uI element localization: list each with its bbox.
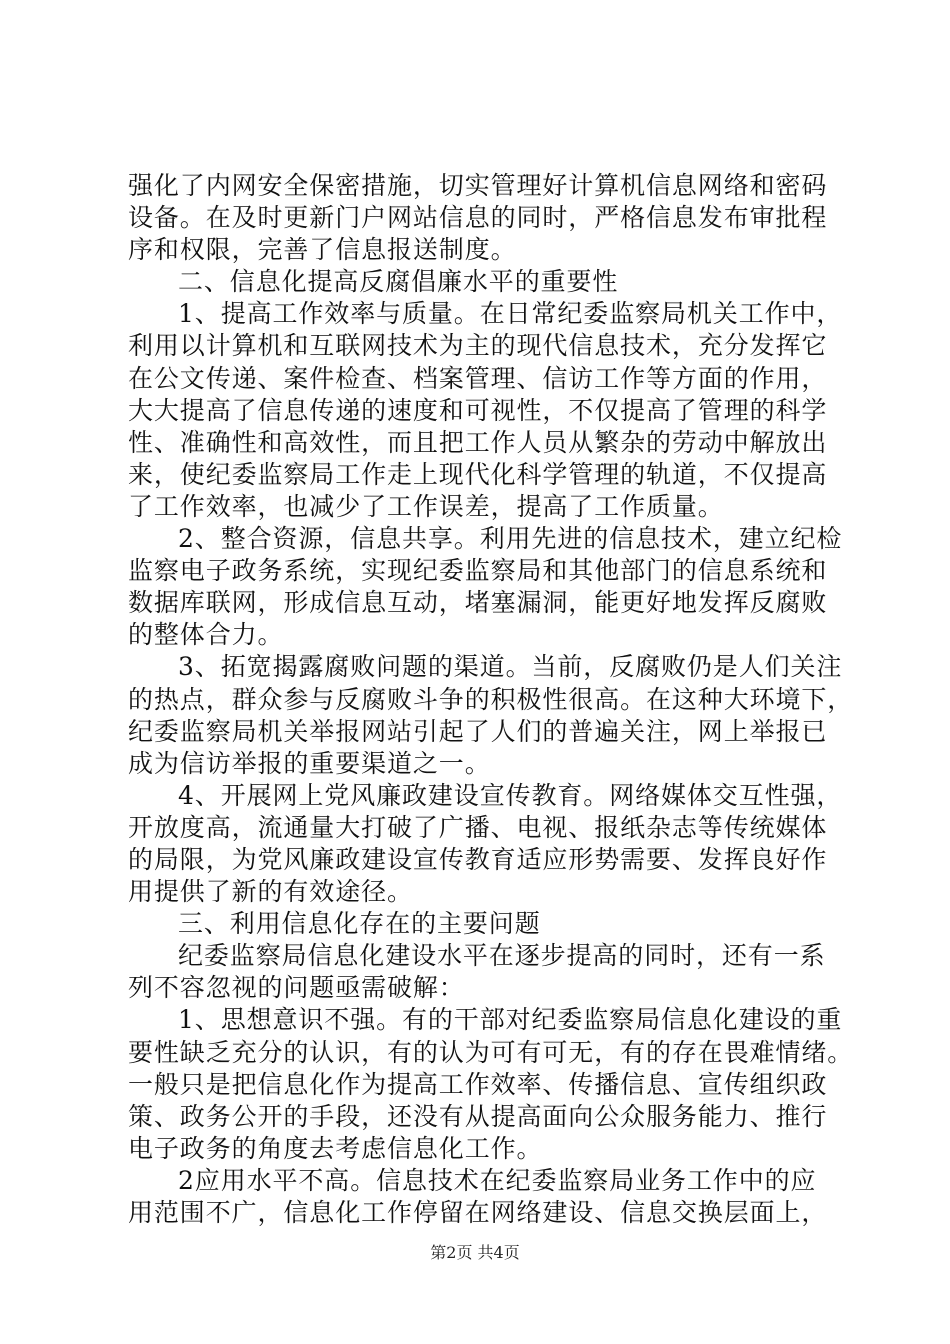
page-footer: 第2页 共4页: [430, 1243, 520, 1262]
paragraph-line: 电子政务的角度去考虑信息化工作。: [128, 1133, 543, 1163]
paragraph-first-line: 2、整合资源，信息共享。利用先进的信息技术，建立纪检: [178, 524, 843, 554]
paragraph-line: 的整体合力。: [128, 620, 284, 650]
paragraph-line: 利用以计算机和互联网技术为主的现代信息技术，充分发挥它: [128, 331, 828, 361]
paragraph-line: 在公文传递、案件检查、档案管理、信访工作等方面的作用，: [128, 363, 828, 393]
document-body: [128, 170, 854, 1229]
paragraph-first-line: 纪委监察局信息化建设水平在逐步提高的同时，还有一系: [178, 941, 826, 971]
paragraph-line: 用范围不广，信息化工作停留在网络建设、信息交换层面上，: [128, 1198, 828, 1227]
paragraph-line: 性、准确性和高效性，而且把工作人员从繁杂的劳动中解放出: [128, 427, 828, 457]
paragraph-first-line: 二、信息化提高反腐倡廉水平的重要性: [178, 267, 619, 297]
paragraph-line: 策、政务公开的手段，还没有从提高面向公众服务能力、推行: [128, 1101, 828, 1131]
paragraph-line: 监察电子政务系统，实现纪委监察局和其他部门的信息系统和: [128, 556, 828, 586]
paragraph-first-line: 三、利用信息化存在的主要问题: [178, 909, 541, 939]
paragraph-line: 开放度高，流通量大打破了广播、电视、报纸杂志等传统媒体: [128, 812, 828, 842]
paragraph-line: 一般只是把信息化作为提高工作效率、传播信息、宣传组织政: [128, 1069, 828, 1099]
paragraph-first-line: 1、思想意识不强。有的干部对纪委监察局信息化建设的重: [178, 1005, 843, 1035]
paragraph-line: 强化了内网安全保密措施，切实管理好计算机信息网络和密码: [128, 171, 828, 200]
paragraph-line: 用提供了新的有效途径。: [128, 877, 413, 907]
paragraph-line: 了工作效率，也减少了工作误差，提高了工作质量。: [128, 491, 724, 521]
paragraph-line: 来，使纪委监察局工作走上现代化科学管理的轨道，不仅提高: [128, 459, 828, 489]
paragraph-line: 大大提高了信息传递的速度和可视性，不仅提高了管理的科学: [128, 395, 828, 425]
paragraph-line: 数据库联网，形成信息互动，堵塞漏洞，能更好地发挥反腐败: [128, 588, 828, 618]
paragraph-first-line: 2应用水平不高。信息技术在纪委监察局业务工作中的应: [178, 1165, 817, 1195]
paragraph-line: 要性缺乏充分的认识，有的认为可有可无，有的存在畏难情绪。: [128, 1037, 854, 1067]
paragraph-line: 设备。在及时更新门户网站信息的同时，严格信息发布审批程: [128, 203, 828, 233]
paragraph-first-line: 4、开展网上党风廉政建设宣传教育。网络媒体交互性强，: [178, 780, 843, 810]
paragraph-first-line: 1、提高工作效率与质量。在日常纪委监察局机关工作中，: [178, 299, 843, 329]
paragraph-line: 纪委监察局机关举报网站引起了人们的普遍关注，网上举报已: [128, 716, 828, 746]
paragraph-line: 成为信访举报的重要渠道之一。: [128, 748, 491, 778]
paragraph-line: 列不容忽视的问题亟需破解：: [128, 973, 465, 1003]
paragraph-line: 序和权限，完善了信息报送制度。: [128, 235, 517, 265]
paragraph-line: 的局限，为党风廉政建设宣传教育适应形势需要、发挥良好作: [128, 844, 828, 874]
paragraph-first-line: 3、拓宽揭露腐败问题的渠道。当前，反腐败仍是人们关注: [178, 652, 843, 682]
paragraph-line: 的热点，群众参与反腐败斗争的积极性很高。在这种大环境下，: [128, 684, 854, 714]
